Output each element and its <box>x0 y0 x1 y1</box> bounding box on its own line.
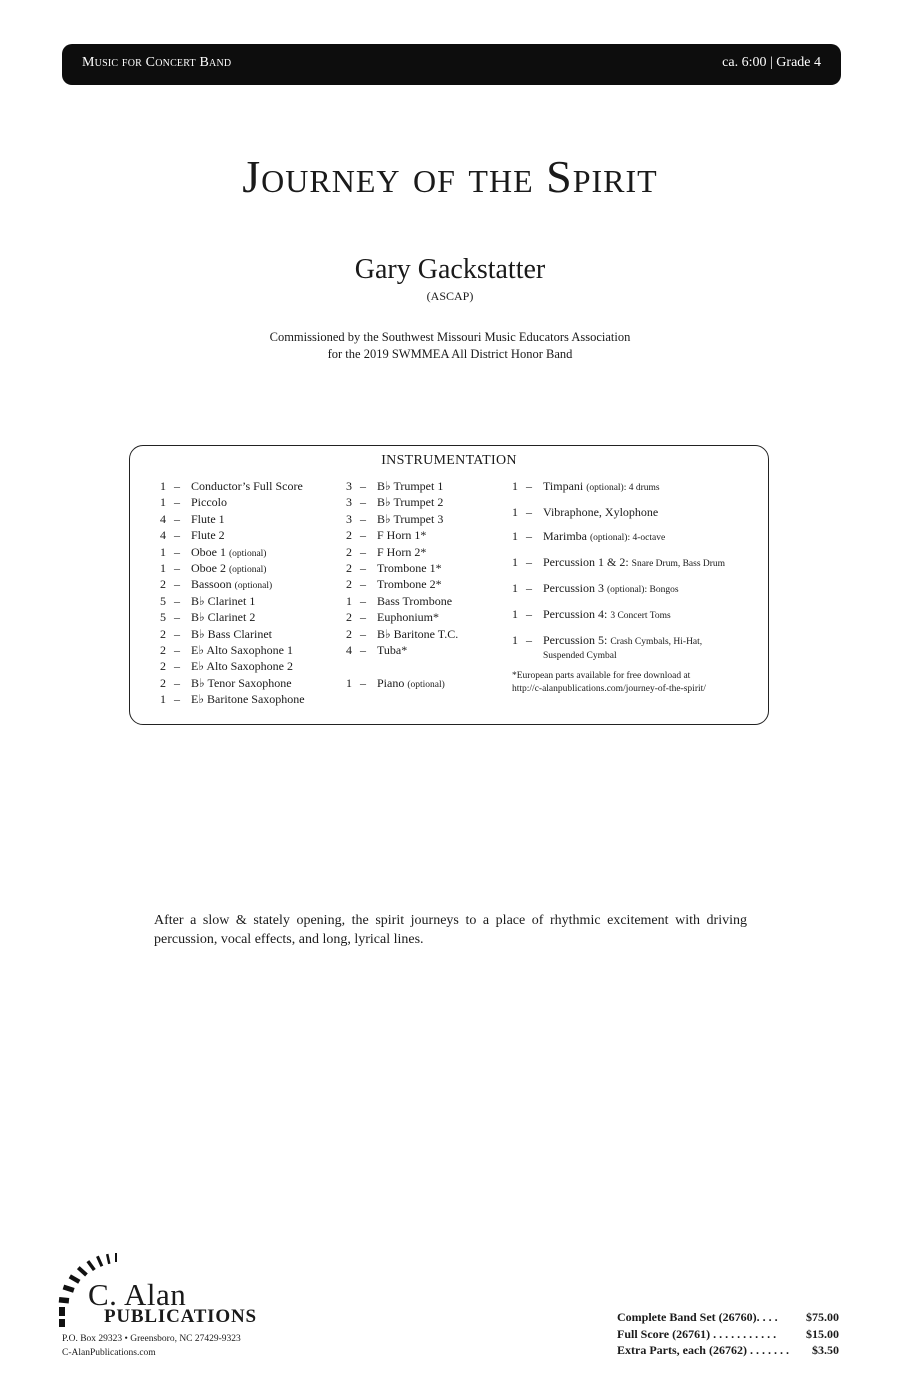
commission-line-1: Commissioned by the Southwest Missouri Music Educators Association <box>269 330 631 344</box>
list-item: 1 – Piano (optional) <box>346 675 445 690</box>
piece-description: After a slow & stately opening, the spirit journeys to a place of rhythmic excitement with driving percussion, vocal effects, and long, lyrical lines. <box>154 913 747 947</box>
list-item: 1 – Piccolo <box>160 495 227 510</box>
page-title: Journey of the Spirit <box>242 151 658 202</box>
price-row: Full Score (26761) . . . . . . . . . . . $15.00 <box>617 1326 839 1341</box>
composer-name: Gary Gackstatter <box>354 254 546 285</box>
list-item: 1 – Percussion 1 & 2: Snare Drum, Bass Drum <box>512 555 726 569</box>
list-item: 1 – E♭ Baritone Saxophone <box>160 692 305 707</box>
list-item: 2 – Trombone 2* <box>346 577 442 592</box>
commission-note <box>0 329 900 363</box>
instrumentation-heading: INSTRUMENTATION <box>381 453 517 468</box>
instrument-column-2 <box>346 478 458 691</box>
price-list <box>617 1309 839 1359</box>
list-item: 1 – Percussion 5: Crash Cymbals, Hi-Hat, <box>512 633 703 647</box>
instrumentation-box <box>129 445 769 725</box>
list-item: 2 – F Horn 1* <box>346 528 427 543</box>
list-item: 1 – Conductor’s Full Score <box>160 479 303 493</box>
instrument-column-3 <box>512 479 725 663</box>
list-item: 2 – B♭ Bass Clarinet <box>160 626 272 641</box>
list-item: 1 – Percussion 4: 3 Concert Toms <box>512 607 671 621</box>
commission-line-2: for the 2019 SWMMEA All District Honor Band <box>327 347 573 361</box>
list-item: 2 – Bassoon (optional) <box>160 577 273 592</box>
series-label: Music for Concert Band <box>82 55 232 70</box>
list-item: 3 – B♭ Trumpet 3 <box>346 511 444 526</box>
list-item: 1 – Vibraphone, Xylophone <box>512 505 659 519</box>
list-item: 3 – B♭ Trumpet 1 <box>346 479 444 493</box>
list-item: 1 – Timpani (optional): 4 drums <box>512 479 660 493</box>
list-item: 5 – B♭ Clarinet 1 <box>160 593 256 608</box>
composer-society: (ASCAP) <box>426 289 474 303</box>
publisher-subtitle: PUBLICATIONS <box>104 1306 257 1327</box>
list-item: 1 – Oboe 2 (optional) <box>160 560 267 575</box>
list-item: 2 – B♭ Tenor Saxophone <box>160 675 292 690</box>
list-item: 1 – Percussion 3 (optional): Bongos <box>512 581 679 595</box>
list-item: 5 – B♭ Clarinet 2 <box>160 610 256 625</box>
publisher-name: C. Alan <box>88 1277 187 1312</box>
list-item: 3 – B♭ Trumpet 2 <box>346 495 444 510</box>
list-item: 4 – Flute 1 <box>160 511 225 526</box>
list-item: 2 – Trombone 1* <box>346 560 442 575</box>
list-item: 2 – E♭ Alto Saxophone 2 <box>160 659 293 674</box>
list-item: 1 – Bass Trombone <box>346 593 453 608</box>
header-banner <box>62 44 841 85</box>
duration-grade: ca. 6:00 | Grade 4 <box>722 55 821 70</box>
price-row: Complete Band Set (26760). . . . $75.00 <box>617 1310 839 1324</box>
list-item: 2 – E♭ Alto Saxophone 1 <box>160 642 293 657</box>
list-item: 1 – Marimba (optional): 4-octave <box>512 529 666 543</box>
list-item: 1 – Oboe 1 (optional) <box>160 544 267 559</box>
price-row: Extra Parts, each (26762) . . . . . . . $3.50 <box>617 1343 839 1357</box>
percussion-5-continuation: Suspended Cymbal <box>543 651 617 661</box>
download-link[interactable]: http://c-alanpublications.com/journey-of-the-spirit/ <box>512 684 706 694</box>
european-parts-note: *European parts available for free download at http://c-alanpublications.com/journey-of-the-spirit/ <box>512 670 762 696</box>
instrument-column-1 <box>160 478 305 707</box>
list-item: 2 – B♭ Baritone T.C. <box>346 626 459 641</box>
list-item: 4 – Tuba* <box>346 642 408 657</box>
list-item: 4 – Flute 2 <box>160 528 225 543</box>
publisher-address: P.O. Box 29323 • Greensboro, NC 27429-9323 C-AlanPublications.com <box>62 1334 241 1358</box>
publisher-website[interactable]: C-AlanPublications.com <box>62 1348 156 1358</box>
list-item: 2 – F Horn 2* <box>346 544 427 559</box>
list-item: 2 – Euphonium* <box>346 610 439 625</box>
